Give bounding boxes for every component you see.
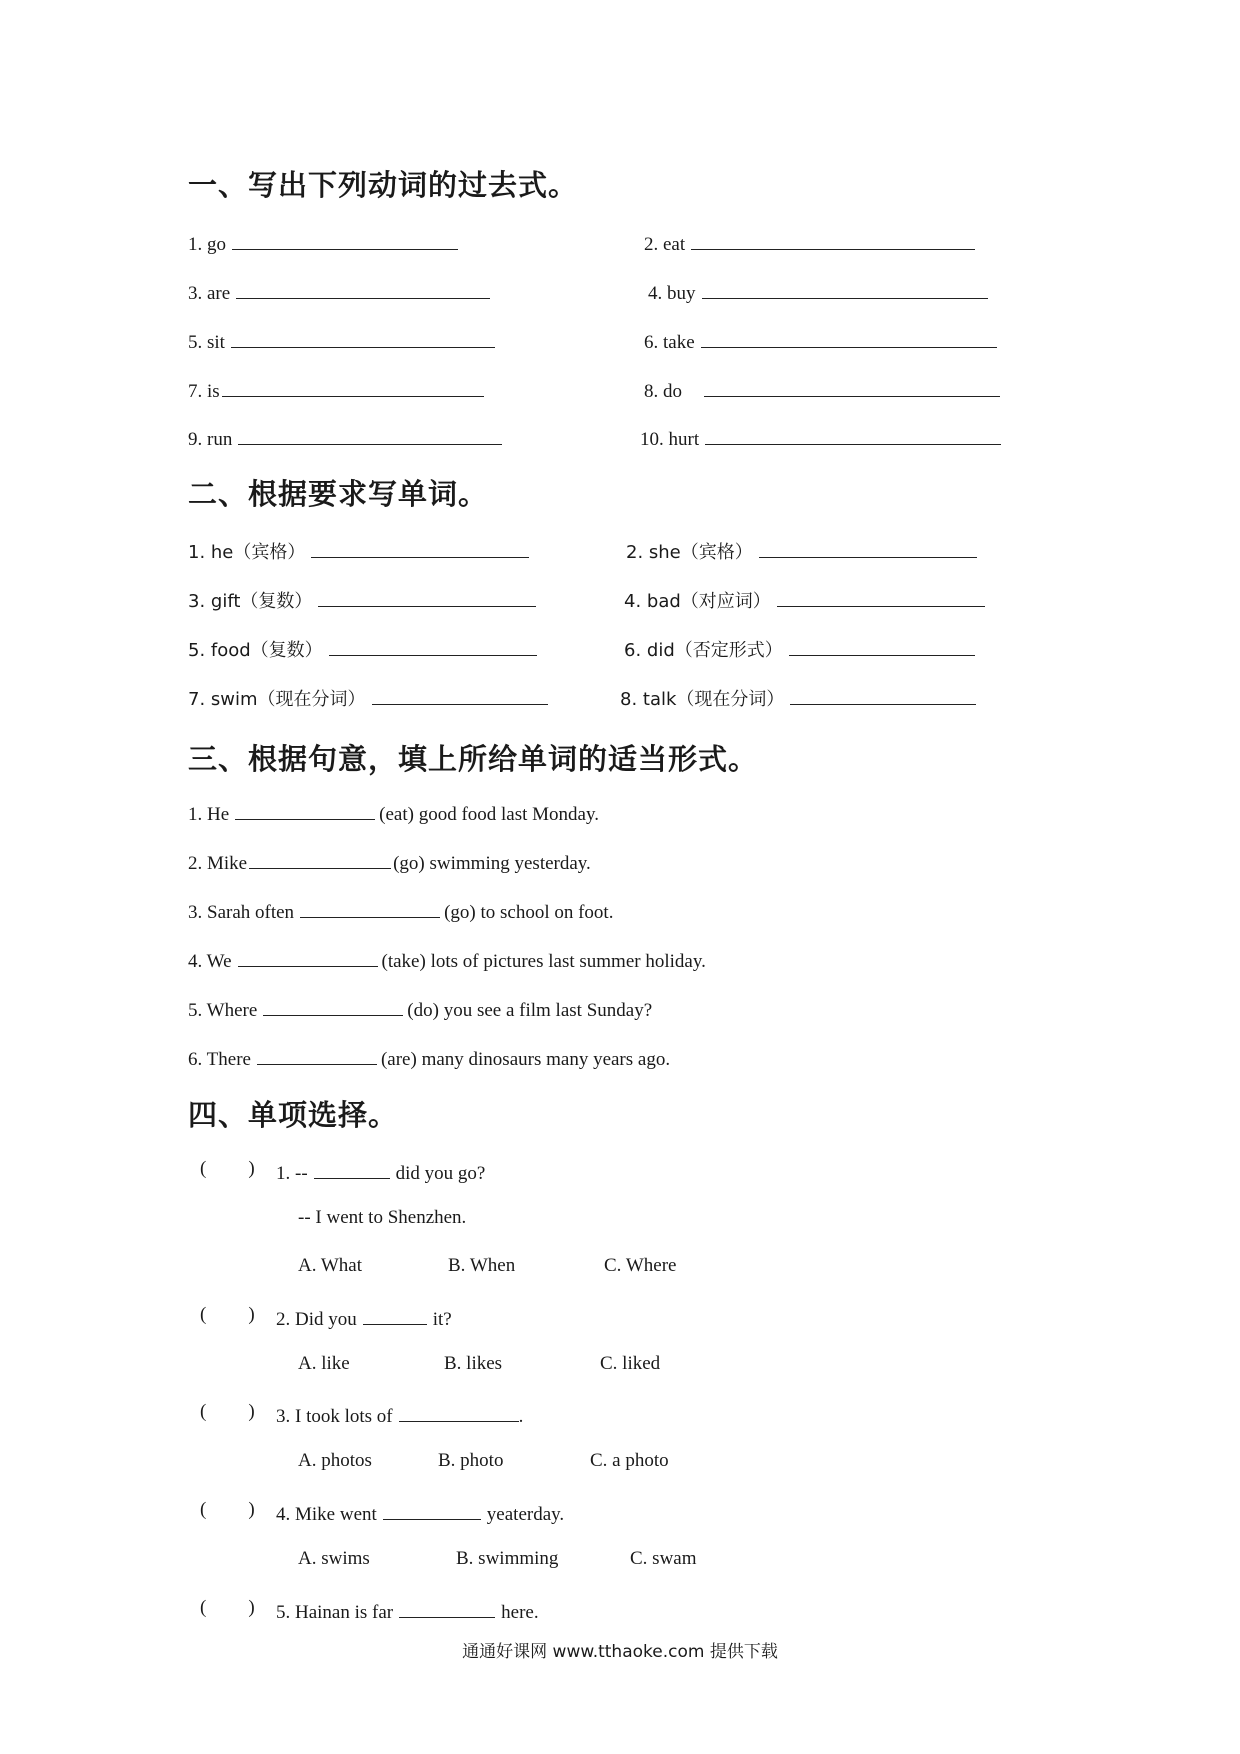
- s2-item-8: 8. talk（现在分词）: [620, 684, 976, 712]
- answer-blank[interactable]: [232, 229, 458, 250]
- s3-item-4: 4. We (take) lots of pictures last summer holiday.: [188, 946, 706, 974]
- answer-paren[interactable]: ( ): [200, 1499, 255, 1520]
- answer-blank[interactable]: [790, 684, 976, 705]
- answer-blank[interactable]: [300, 897, 440, 918]
- answer-blank[interactable]: [311, 537, 529, 558]
- option-a[interactable]: A. What: [298, 1255, 363, 1276]
- answer-paren[interactable]: ( ): [200, 1401, 255, 1422]
- answer-blank[interactable]: [363, 1304, 427, 1325]
- option-a[interactable]: A. photos: [298, 1450, 372, 1471]
- answer-blank[interactable]: [314, 1158, 390, 1179]
- answer-blank[interactable]: [789, 635, 975, 656]
- answer-blank[interactable]: [399, 1597, 495, 1618]
- s1-item-1: 1. go: [188, 229, 458, 257]
- footer-source: 通通好课网 www.tthaoke.com 提供下载: [462, 1642, 778, 1662]
- answer-blank[interactable]: [777, 586, 985, 607]
- answer-blank[interactable]: [704, 376, 1000, 397]
- s4-question-4: 4. Mike went yeaterday.: [276, 1499, 564, 1527]
- s1-item-10: 10. hurt: [640, 424, 1001, 452]
- answer-blank[interactable]: [236, 278, 490, 299]
- s2-item-4: 4. bad（对应词）: [624, 586, 985, 614]
- answer-paren[interactable]: ( ): [200, 1158, 255, 1179]
- s3-item-2: 2. Mike (go) swimming yesterday.: [188, 848, 591, 876]
- answer-blank[interactable]: [383, 1499, 481, 1520]
- answer-blank[interactable]: [257, 1044, 377, 1065]
- option-c[interactable]: C. swam: [630, 1548, 697, 1569]
- section-2-title: 二、根据要求写单词。: [188, 477, 489, 511]
- answer-blank[interactable]: [701, 327, 997, 348]
- s3-item-5: 5. Where (do) you see a film last Sunday?: [188, 995, 652, 1023]
- s2-item-5: 5. food（复数）: [188, 635, 537, 663]
- option-c[interactable]: C. Where: [604, 1255, 677, 1276]
- answer-blank[interactable]: [249, 848, 391, 869]
- answer-blank[interactable]: [702, 278, 988, 299]
- s3-item-6: 6. There (are) many dinosaurs many years ago.: [188, 1044, 670, 1072]
- answer-blank[interactable]: [263, 995, 403, 1016]
- s1-item-6: 6. take: [644, 327, 997, 355]
- option-b[interactable]: B. likes: [444, 1353, 503, 1374]
- s1-item-9: 9. run: [188, 424, 502, 452]
- option-b[interactable]: B. swimming: [456, 1548, 559, 1569]
- s4-question-1-extra: -- I went to Shenzhen.: [298, 1207, 467, 1228]
- s4-question-5: 5. Hainan is far here.: [276, 1597, 539, 1625]
- s1-item-2: 2. eat: [644, 229, 975, 257]
- answer-blank[interactable]: [329, 635, 537, 656]
- s3-item-3: 3. Sarah often (go) to school on foot.: [188, 897, 613, 925]
- answer-blank[interactable]: [318, 586, 536, 607]
- s1-item-4: 4. buy: [648, 278, 988, 306]
- option-b[interactable]: B. When: [448, 1255, 516, 1276]
- answer-blank[interactable]: [372, 684, 548, 705]
- option-c[interactable]: C. a photo: [590, 1450, 669, 1471]
- s2-item-7: 7. swim（现在分词）: [188, 684, 548, 712]
- answer-blank[interactable]: [235, 799, 375, 820]
- option-b[interactable]: B. photo: [438, 1450, 504, 1471]
- section-1-title: 一、写出下列动词的过去式。: [188, 168, 579, 202]
- section-4-title: 四、单项选择。: [188, 1098, 399, 1132]
- answer-paren[interactable]: ( ): [200, 1304, 255, 1325]
- s1-item-8: 8. do: [644, 376, 1000, 404]
- s2-item-6: 6. did（否定形式）: [624, 635, 975, 663]
- s4-question-3: 3. I took lots of .: [276, 1401, 523, 1429]
- answer-blank[interactable]: [231, 327, 495, 348]
- s1-item-7: 7. is: [188, 376, 486, 404]
- answer-paren[interactable]: ( ): [200, 1597, 255, 1618]
- s3-item-1: 1. He (eat) good food last Monday.: [188, 799, 599, 827]
- s4-question-2: 2. Did you it?: [276, 1304, 452, 1332]
- answer-blank[interactable]: [238, 424, 502, 445]
- s1-item-5: 5. sit: [188, 327, 495, 355]
- option-a[interactable]: A. like: [298, 1353, 350, 1374]
- s2-item-1: 1. he（宾格）: [188, 537, 529, 565]
- answer-blank[interactable]: [691, 229, 975, 250]
- answer-blank[interactable]: [238, 946, 378, 967]
- option-a[interactable]: A. swims: [298, 1548, 370, 1569]
- answer-blank[interactable]: [759, 537, 977, 558]
- s2-item-2: 2. she（宾格）: [626, 537, 977, 565]
- s4-question-1: 1. -- did you go?: [276, 1158, 485, 1186]
- answer-blank[interactable]: [399, 1401, 519, 1422]
- section-3-title: 三、根据句意，填上所给单词的适当形式。: [188, 742, 759, 776]
- answer-blank[interactable]: [222, 376, 484, 397]
- option-c[interactable]: C. liked: [600, 1353, 661, 1374]
- s1-item-3: 3. are: [188, 278, 490, 306]
- answer-blank[interactable]: [705, 424, 1001, 445]
- s2-item-3: 3. gift（复数）: [188, 586, 536, 614]
